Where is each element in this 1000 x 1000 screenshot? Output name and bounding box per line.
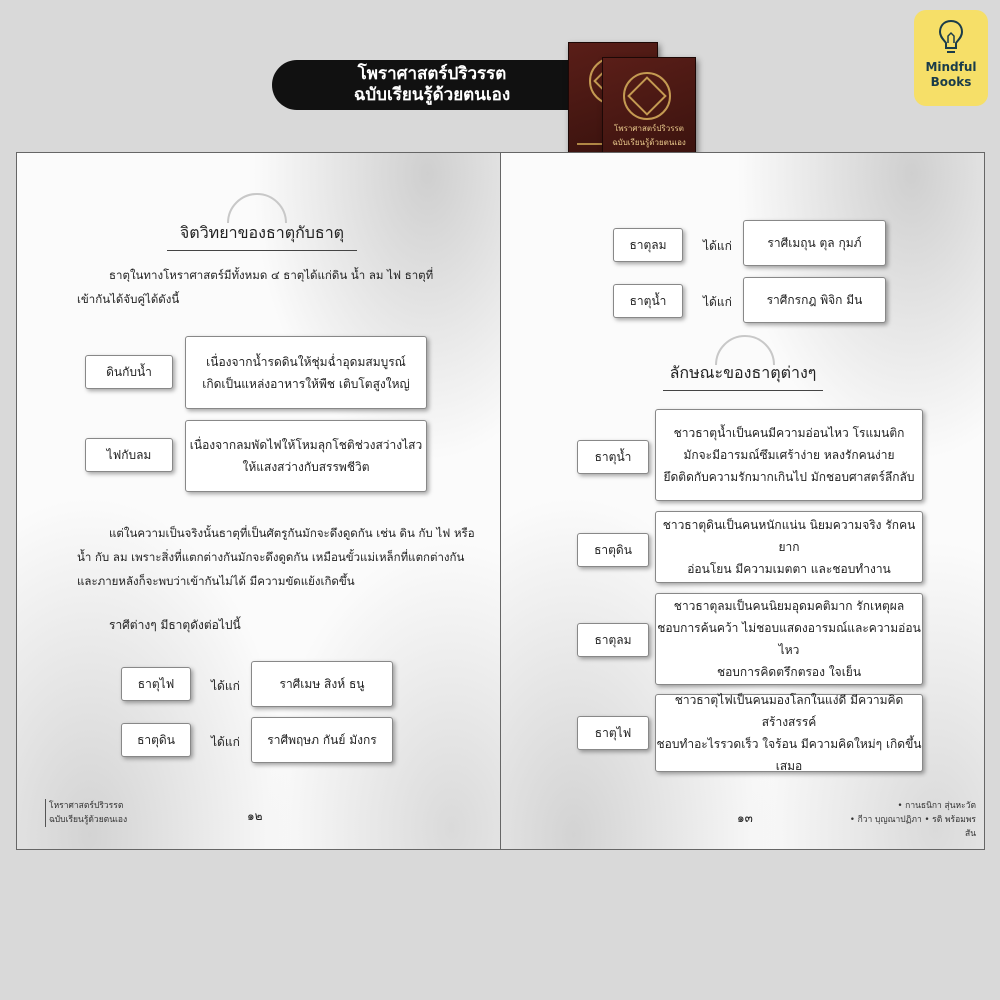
trait-label-air: ธาตุลม <box>577 623 649 657</box>
element-label-fire: ธาตุไฟ <box>121 667 191 701</box>
logo-text-line2: Books <box>930 75 972 89</box>
signs-box: ราศีพฤษภ กันย์ มังกร <box>251 717 393 763</box>
pair-label-earth-water: ดินกับน้ำ <box>85 355 173 389</box>
banner-subtitle: ฉบับเรียนรู้ด้วยตนเอง <box>353 85 511 105</box>
book-cover-title: โพราศาสตร์ปริวรรต <box>614 124 684 133</box>
pair-label-fire-air: ไฟกับลม <box>85 438 173 472</box>
connector-text: ได้แก่ <box>703 295 732 309</box>
signs-box: ราศีกรกฎ พิจิก มีน <box>743 277 886 323</box>
pair-description: เนื่องจากลมพัดไฟให้โหมลุกโชติช่วงสว่างไสว ให้แสงสว่างกับสรรพชีวิต <box>185 420 427 492</box>
body-line: แต่ในความเป็นจริงนั้นธาตุที่เป็นศัตรูกันมักจะดึงดูดกัน เช่น ดิน กับ ไฟ หรือ <box>109 526 475 540</box>
left-page <box>16 152 501 850</box>
rasi-heading: ราศีต่างๆ มีธาตุดังต่อไปนี้ <box>109 618 241 632</box>
logo-text-line1: Mindful <box>925 60 977 74</box>
pair-description: เนื่องจากน้ำรดดินให้ชุ่มฉ่ำอุดมสมบูรณ์ เกิดเป็นแหล่งอาหารให้พืช เติบโตสูงใหญ่ <box>185 336 427 409</box>
page-number: ๑๓ <box>737 811 753 825</box>
intro-line: เข้ากันได้จับคู่ได้ดังนี้ <box>77 292 180 306</box>
body-line: และภายหลังก็จะพบว่าเข้ากันไม่ได้ มีความขัดแย้งเกิดขึ้น <box>77 574 355 588</box>
element-label-water: ธาตุน้ำ <box>613 284 683 318</box>
lightbulb-icon <box>937 18 965 56</box>
trait-label-water: ธาตุน้ำ <box>577 440 649 474</box>
footer-book-title: โหราศาสตร์ปริวรรต ฉบับเรียนรู้ด้วยตนเอง <box>45 799 127 827</box>
intro-line: ธาตุในทางโหราศาสตร์มีทั้งหมด ๔ ธาตุได้แก่ดิน น้ำ ลม ไฟ ธาตุที่ <box>109 268 434 282</box>
body-line: น้ำ กับ ลม เพราะสิ่งที่แตกต่างกันมักจะดึงดูดกัน เหมือนขั้วแม่เหล็กที่แตกต่างกัน <box>77 550 465 564</box>
footer-authors: • กานธนิกา สุ่นหะวัต • กีวา บุญณาปฏิภา • รติ พร้อมพรสัน <box>849 801 976 839</box>
connector-text: ได้แก่ <box>211 679 240 693</box>
connector-text: ได้แก่ <box>211 735 240 749</box>
signs-box: ราศีเมถุน ตุล กุมภ์ <box>743 220 886 266</box>
trait-description: ชาวธาตุน้ำเป็นคนมีความอ่อนไหว โรแมนติก มักจะมีอารมณ์ซึมเศร้าง่าย หลงรักคนง่าย ยึดติดกับความรักมากเกินไป มักชอบศาสตร์ลึกลับ <box>655 409 923 501</box>
title-banner <box>272 60 592 110</box>
right-page <box>500 152 985 850</box>
mandala-ornament <box>227 193 287 223</box>
element-label-air: ธาตุลม <box>613 228 683 262</box>
page-number: ๑๒ <box>247 809 263 823</box>
signs-box: ราศีเมษ สิงห์ ธนู <box>251 661 393 707</box>
section-heading: ลักษณะของธาตุต่างๆ <box>663 361 823 391</box>
connector-text: ได้แก่ <box>703 239 732 253</box>
book-cover-subtitle: ฉบับเรียนรู้ด้วยตนเอง <box>612 138 686 147</box>
element-label-earth: ธาตุดิน <box>121 723 191 757</box>
trait-description: ชาวธาตุลมเป็นคนนิยมอุดมคติมาก รักเหตุผล ชอบการค้นคว้า ไม่ชอบแสดงอารมณ์และความอ่อนไหว ชอบการคิดตรึกตรอง ใจเย็น <box>655 593 923 685</box>
trait-description: ชาวธาตุดินเป็นคนหนักแน่น นิยมความจริง รักคนยาก อ่อนโยน มีความเมตตา และชอบทำงาน <box>655 511 923 583</box>
trait-label-earth: ธาตุดิน <box>577 533 649 567</box>
mindful-books-logo <box>914 10 988 106</box>
section-heading: จิตวิทยาของธาตุกับธาตุ <box>167 221 357 251</box>
trait-label-fire: ธาตุไฟ <box>577 716 649 750</box>
banner-title: โพราศาสตร์ปริวรรต <box>357 64 507 84</box>
trait-description: ชาวธาตุไฟเป็นคนมองโลกในแง่ดี มีความคิดสร้างสรรค์ ชอบทำอะไรรวดเร็ว ใจร้อน มีความคิดใหม่ๆ เกิดขึ้นเสมอ <box>656 693 922 773</box>
